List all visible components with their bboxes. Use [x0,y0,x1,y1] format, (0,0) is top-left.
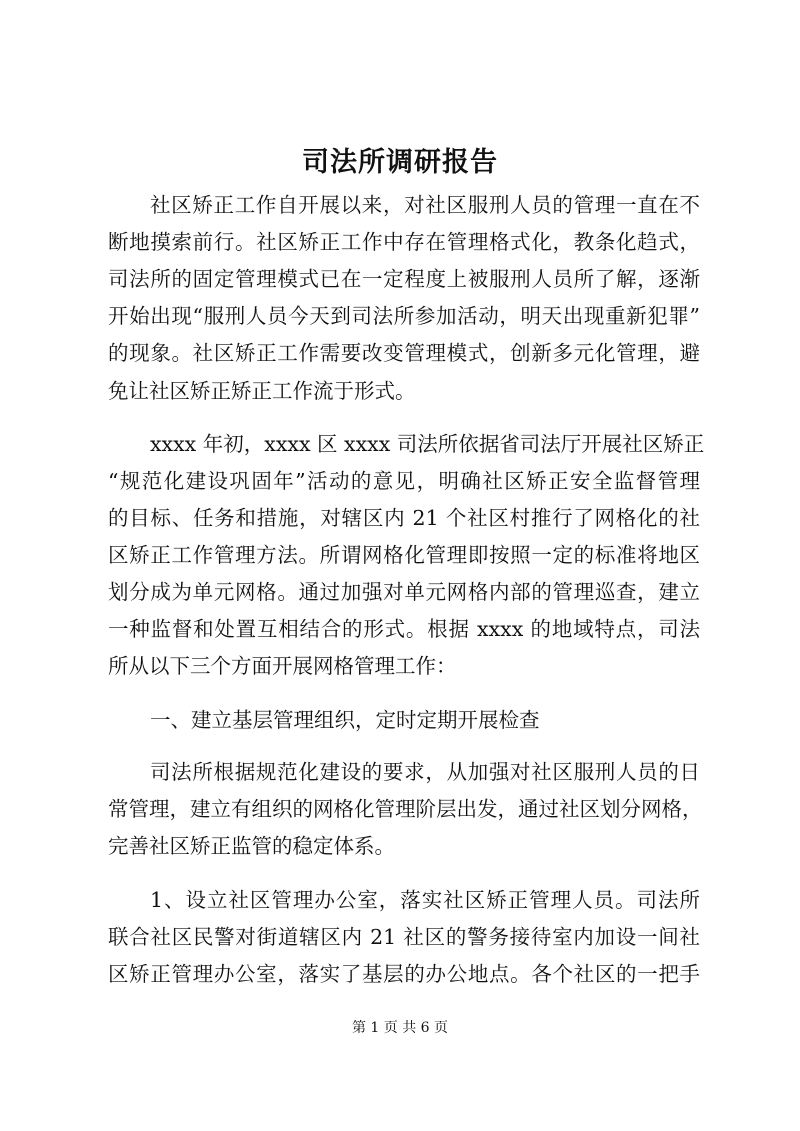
body-line: 断地摸索前行。社区矫正工作中存在管理格式化，教条化趋式， [108,230,700,254]
body-line: “规范化建设巩固年”活动的意见，明确社区矫正安全监督管理 [108,469,700,493]
body-line: 所从以下三个方面开展网格管理工作： [108,654,457,678]
body-line: xxxx 年初，xxxx 区 xxxx 司法所依据省司法厅开展社区矫正 [150,432,705,456]
page-number: 第 1 页 共 6 页 [351,1020,449,1036]
body-line: 司法所根据规范化建设的要求，从加强对社区服刑人员的日 [150,760,700,784]
body-line: 完善社区矫正监管的稳定体系。 [108,834,395,858]
body-line: 划分成为单元网格。通过加强对单元网格内部的管理巡查，建立 [108,580,700,604]
document-title: 司法所调研报告 [302,147,498,178]
body-line: 社区矫正工作自开展以来，对社区服刑人员的管理一直在不 [150,193,700,217]
body-line: 区矫正工作管理方法。所谓网格化管理即按照一定的标准将地区 [108,543,700,567]
body-line: 联合社区民警对街道辖区内 21 社区的警务接待室内加设一间社 [108,925,700,949]
body-line: 的目标、任务和措施，对辖区内 21 个社区村推行了网格化的社 [108,506,700,530]
body-line: 司法所的固定管理模式已在一定程度上被服刑人员所了解，逐渐 [108,267,700,291]
body-line: 一种监督和处置互相结合的形式。根据 xxxx 的地域特点，司法 [108,617,700,641]
body-line: 免让社区矫正矫正工作流于形式。 [108,379,416,403]
body-line: 常管理，建立有组织的网格化管理阶层出发，通过社区划分网格， [108,797,703,821]
body-line: 开始出现“服刑人员今天到司法所参加活动，明天出现重新犯罪” [108,304,700,328]
body-line: 1、设立社区管理办公室，落实社区矫正管理人员。司法所 [150,888,700,912]
section-heading: 一、建立基层管理组织，定时定期开展检查 [150,708,540,732]
body-line: 的现象。社区矫正工作需要改变管理模式，创新多元化管理，避 [108,341,700,365]
body-line: 区矫正管理办公室，落实了基层的办公地点。各个社区的一把手 [108,962,700,986]
